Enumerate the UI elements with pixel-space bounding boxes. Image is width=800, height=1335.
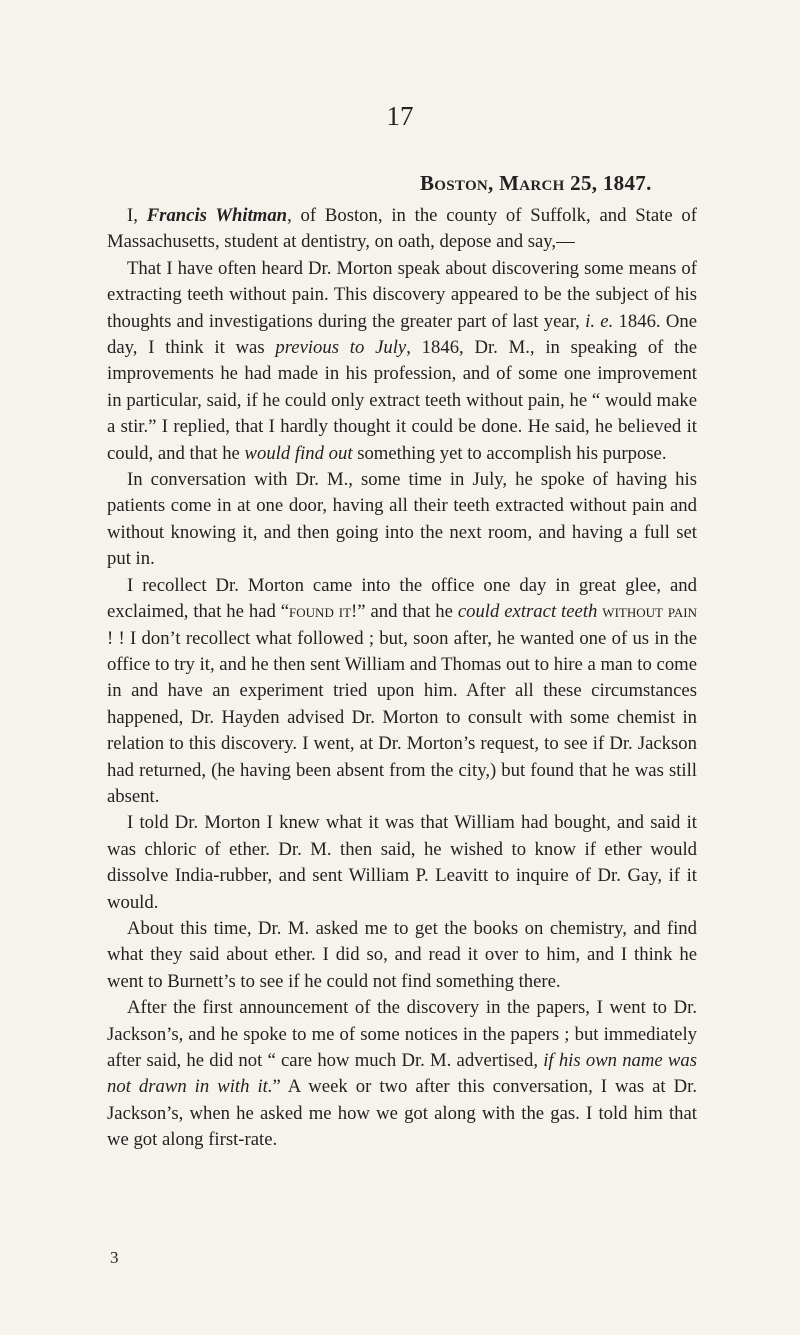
paragraph: I told Dr. Morton I knew what it was that William had bought, and said it was chloric of ether. Dr. M. then said, he wished to know if ether would dissolve India-rubber, and sent William P. Leavitt to inquire of Dr. Gay, if it would. xyxy=(107,812,697,913)
signature-mark: 3 xyxy=(110,1248,119,1267)
deponent-name: Francis Whitman xyxy=(146,205,288,226)
paragraph: After the first announcement of the discovery in the papers, I went to Dr. Jackson’s, and he spoke to me of some notices in the papers ; but immediately after said, he did not “ care how much Dr. M. advertised, if his own name was not drawn in with it.” A week or two after this conversation, I was at Dr. Jackson’s, when he asked me how we got along with the gas. I told him that we got along first-rate. xyxy=(107,997,697,1151)
paragraph: I, Francis Whitman, of Boston, in the county of Suffolk, and State of Massachusetts, student at dentistry, on oath, depose and say,— xyxy=(107,205,697,253)
paragraph: That I have often heard Dr. Morton speak about discovering some means of extracting teeth without pain. This discovery appeared to be the subject of his thoughts and investigations during the greater part of last year, i. e. 1846. One day, I think it was previous to July, 1846, Dr. M., in speaking of the improvements he had made in his profession, and of some one improvement in particular, said, if he could only extract teeth without pain, he “ would make a stir.” I replied, that I hardly thought it could be done. He said, he believed it could, and that he would find out something yet to accomplish his purpose. xyxy=(107,257,697,464)
deposition-body xyxy=(107,203,697,1154)
paragraph: In conversation with Dr. M., some time in July, he spoke of having his patients come in at one door, having all their teeth extracted without pain and without knowing it, and then going into the next room, and having a full set put in. xyxy=(107,469,697,570)
dateline: Boston, March 25, 1847. xyxy=(420,171,652,195)
page-number: 17 xyxy=(386,101,414,131)
paragraph: About this time, Dr. M. asked me to get the books on chemistry, and find what they said about ether. I did so, and read it over to him, and I think he went to Burnett’s to see if he could not find something there. xyxy=(107,917,697,992)
paragraph: I recollect Dr. Morton came into the office one day in great glee, and exclaimed, that he had “found it!” and that he could extract teeth without pain ! ! I don’t recollect what followed ; but, soon after, he wanted one of us in the office to try it, and he then sent William and Thomas out to hire a man to come in and have an experiment tried upon him. After all these circumstances happened, Dr. Hayden advised Dr. Morton to consult with some chemist in relation to this discovery. I went, at Dr. Morton’s request, to see if Dr. Jackson had returned, (he having been absent from the city,) but found that he was still absent. xyxy=(107,574,697,807)
